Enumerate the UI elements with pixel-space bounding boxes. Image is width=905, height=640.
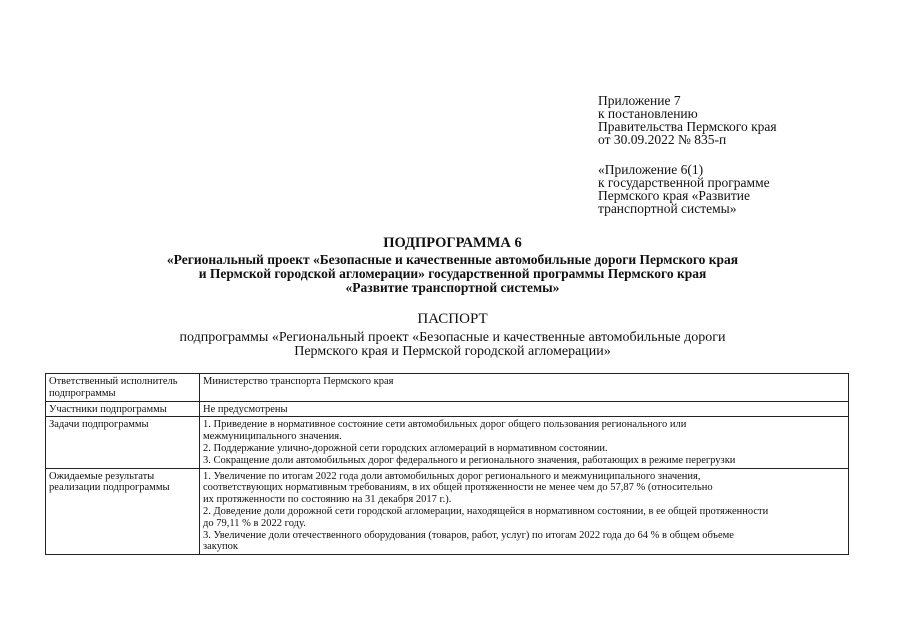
row-value-cell [200, 417, 849, 468]
row-value: 2. Поддержание улично-дорожной сети городских агломераций в нормативном состоянии. [203, 442, 608, 454]
row-label-cell [46, 401, 200, 417]
row-label-cell [46, 468, 200, 555]
passport-subtitle-line: Пермского края и Пермской городской агломерации» [294, 344, 611, 359]
table-row [46, 468, 849, 555]
annex-line: Правительства Пермского края [598, 119, 777, 134]
subtitle-line: «Региональный проект «Безопасные и качественные автомобильные дороги Пермского края [166, 252, 739, 267]
program-annex-block [598, 163, 770, 215]
row-value: 2. Доведение доли дорожной сети городской агломерации, находящейся в нормативном состоянии, в ее общей протяженности [203, 505, 769, 517]
row-label: реализации подпрограммы [49, 482, 170, 494]
annex-line: от 30.09.2022 № 835-п [598, 132, 727, 147]
row-label: подпрограммы [49, 387, 116, 399]
subprogram-title: ПОДПРОГРАММА 6 [383, 235, 522, 251]
row-value: межмуниципального значения. [203, 431, 342, 443]
row-value: закупок [203, 541, 238, 553]
row-label-cell [46, 374, 200, 402]
annex-reference-block [598, 94, 777, 146]
row-value: до 79,11 % в 2022 году. [203, 517, 306, 529]
row-value: Министерство транспорта Пермского края [203, 376, 394, 387]
row-value: 3. Увеличение доли отечественного оборудования (товаров, работ, услуг) по итогам 2022 года до 64 % в общем объеме [203, 529, 734, 541]
row-label-cell [46, 417, 200, 468]
passport-subtitle [0, 331, 905, 359]
passport-heading: ПАСПОРТ [417, 311, 488, 327]
subtitle-line: и Пермской городской агломерации» государственной программы Пермского края [198, 266, 707, 281]
row-value: 3. Сокращение доли автомобильных дорог федерального и регионального значения, работающих в режиме перегрузки [203, 454, 736, 466]
subtitle-line: «Развитие транспортной системы» [345, 280, 560, 295]
row-value: соответствующих нормативным требованиям, в их общей протяженности не менее чем до 57,87 % (относительно [203, 482, 713, 494]
table-row [46, 401, 849, 417]
row-value: Не предусмотрены [203, 403, 288, 415]
table-row [46, 374, 849, 402]
table-row [46, 417, 849, 468]
annex-line: к постановлению [598, 106, 698, 121]
annex-line: транспортной системы» [598, 201, 737, 216]
row-label: Ответственный исполнитель [49, 376, 178, 387]
row-value: 1. Увеличение по итогам 2022 года доли автомобильных дорог регионального и межмуниципального значения, [203, 470, 701, 482]
subprogram-subtitle [0, 253, 905, 295]
row-value-cell [200, 401, 849, 417]
annex-line: Пермского края «Развитие [598, 188, 750, 203]
annex-line: «Приложение 6(1) [598, 162, 704, 177]
row-value: их протяженности по состоянию на 31 декабря 2017 г.). [203, 494, 452, 506]
row-label: Участники подпрограммы [49, 403, 167, 415]
row-label: Задачи подпрограммы [49, 419, 149, 431]
row-label: Ожидаемые результаты [49, 470, 155, 482]
row-value: 1. Приведение в нормативное состояние сети автомобильных дорог общего пользования регионального или [203, 419, 687, 431]
annex-line: Приложение 7 [598, 93, 681, 108]
row-value-cell [200, 374, 849, 402]
passport-subtitle-line: подпрограммы «Региональный проект «Безопасные и качественные автомобильные дороги [179, 330, 726, 345]
row-value-cell [200, 468, 849, 555]
passport-table [45, 373, 849, 555]
annex-line: к государственной программе [598, 175, 770, 190]
